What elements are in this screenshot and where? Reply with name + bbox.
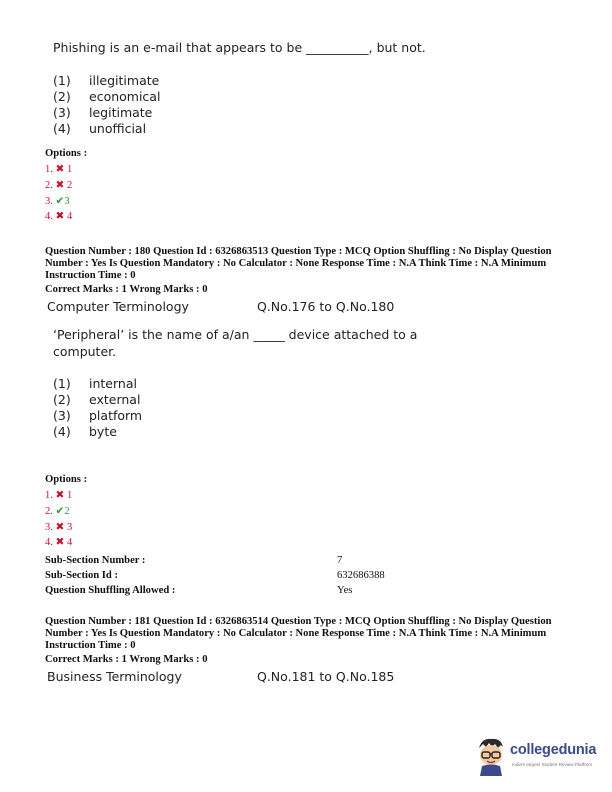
check-icon: ✔	[55, 195, 65, 207]
cross-icon: ✖	[55, 164, 65, 175]
option-item	[45, 520, 72, 536]
option-label: 3.	[45, 521, 53, 533]
choice-text: platform	[89, 408, 143, 423]
option-item	[45, 209, 72, 225]
question-range: Q.No.176 to Q.No.180	[257, 299, 395, 314]
choice-number: (2)	[53, 89, 71, 104]
option-item	[45, 162, 72, 178]
brand-tagline: India's largest Student Review Platform	[512, 762, 593, 767]
choice-number: (1)	[53, 376, 71, 391]
choice-list	[53, 73, 160, 137]
question-stem-continued: computer.	[53, 344, 117, 359]
question-range: Q.No.181 to Q.No.185	[257, 669, 395, 684]
option-item	[45, 504, 72, 520]
subsection-number-label: Sub-Section Number :	[45, 555, 146, 566]
cross-icon: ✖	[55, 179, 65, 191]
options-list	[45, 162, 72, 225]
option-value: 3	[66, 521, 73, 533]
subsection-id-value: 632686388	[337, 570, 385, 581]
choice-number: (3)	[53, 408, 71, 423]
question-stem: ‘Peripheral’ is the name of a/an _____ device attached to a	[53, 327, 418, 342]
option-value: 2	[66, 179, 73, 191]
option-value: 1	[66, 490, 73, 501]
option-value: 4	[66, 537, 73, 549]
option-value: 2	[64, 505, 70, 517]
choice-item	[53, 392, 142, 408]
cross-icon: ✖	[55, 521, 65, 533]
choice-item	[53, 424, 142, 440]
choice-text: illegitimate	[89, 73, 160, 88]
option-item	[45, 535, 72, 551]
meta-line: Number : Yes Is Question Mandatory : No Calculator : None Response Time : N.A Think Time : N.A Minimum	[45, 258, 547, 269]
subsection-number-value: 7	[337, 555, 343, 566]
meta-line: Instruction Time : 0	[45, 270, 136, 281]
option-label: 2.	[45, 179, 53, 191]
shuffling-label: Question Shuffling Allowed :	[45, 585, 176, 596]
option-label: 1.	[45, 164, 53, 175]
option-label: 3.	[45, 195, 53, 207]
choice-text: internal	[89, 376, 137, 391]
cross-icon: ✖	[55, 211, 65, 223]
cross-icon: ✖	[55, 490, 65, 501]
choice-item	[53, 121, 160, 137]
option-item	[45, 178, 72, 194]
choice-text: legitimate	[89, 105, 153, 120]
shuffling-value: Yes	[337, 585, 353, 596]
cross-icon: ✖	[55, 537, 65, 549]
meta-line: Question Number : 181 Question Id : 6326863514 Question Type : MCQ Option Shuffling : No Display Question	[45, 616, 552, 627]
meta-line: Instruction Time : 0	[45, 640, 136, 651]
topic-title: Computer Terminology	[47, 299, 189, 314]
topic-title: Business Terminology	[47, 669, 182, 684]
options-heading: Options :	[45, 148, 88, 159]
marks-info: Correct Marks : 1 Wrong Marks : 0	[45, 284, 208, 295]
choice-text: external	[89, 392, 141, 407]
brand-name: collegedunia	[510, 742, 597, 758]
choice-number: (4)	[53, 424, 71, 439]
option-value: 4	[66, 211, 73, 223]
choice-number: (3)	[53, 105, 71, 120]
collegedunia-logo	[474, 734, 604, 784]
option-label: 4.	[45, 211, 53, 223]
options-heading: Options :	[45, 474, 88, 485]
choice-number: (1)	[53, 73, 71, 88]
choice-item	[53, 73, 160, 89]
option-label: 4.	[45, 537, 53, 549]
option-value: 3	[64, 195, 70, 207]
marks-info: Correct Marks : 1 Wrong Marks : 0	[45, 654, 208, 665]
option-label: 1.	[45, 490, 53, 501]
choice-text: byte	[89, 424, 117, 439]
choice-item	[53, 376, 142, 392]
choice-list	[53, 376, 142, 440]
choice-item	[53, 105, 160, 121]
option-value: 1	[66, 164, 73, 175]
option-item	[45, 488, 72, 504]
choice-number: (4)	[53, 121, 71, 136]
meta-line: Question Number : 180 Question Id : 6326863513 Question Type : MCQ Option Shuffling : No Display Question	[45, 246, 552, 257]
options-list	[45, 488, 72, 551]
choice-text: economical	[89, 89, 161, 104]
choice-item	[53, 408, 142, 424]
question-meta	[45, 616, 585, 652]
mascot-icon	[474, 736, 508, 776]
choice-item	[53, 89, 160, 105]
question-stem: Phishing is an e-mail that appears to be __________, but not.	[53, 40, 426, 55]
check-icon: ✔	[55, 505, 65, 517]
choice-number: (2)	[53, 392, 71, 407]
meta-line: Number : Yes Is Question Mandatory : No Calculator : None Response Time : N.A Think Time : N.A Minimum	[45, 628, 547, 639]
option-label: 2.	[45, 505, 53, 517]
choice-text: unofficial	[89, 121, 147, 136]
option-item	[45, 194, 72, 210]
question-meta	[45, 246, 585, 282]
subsection-id-label: Sub-Section Id :	[45, 570, 118, 581]
